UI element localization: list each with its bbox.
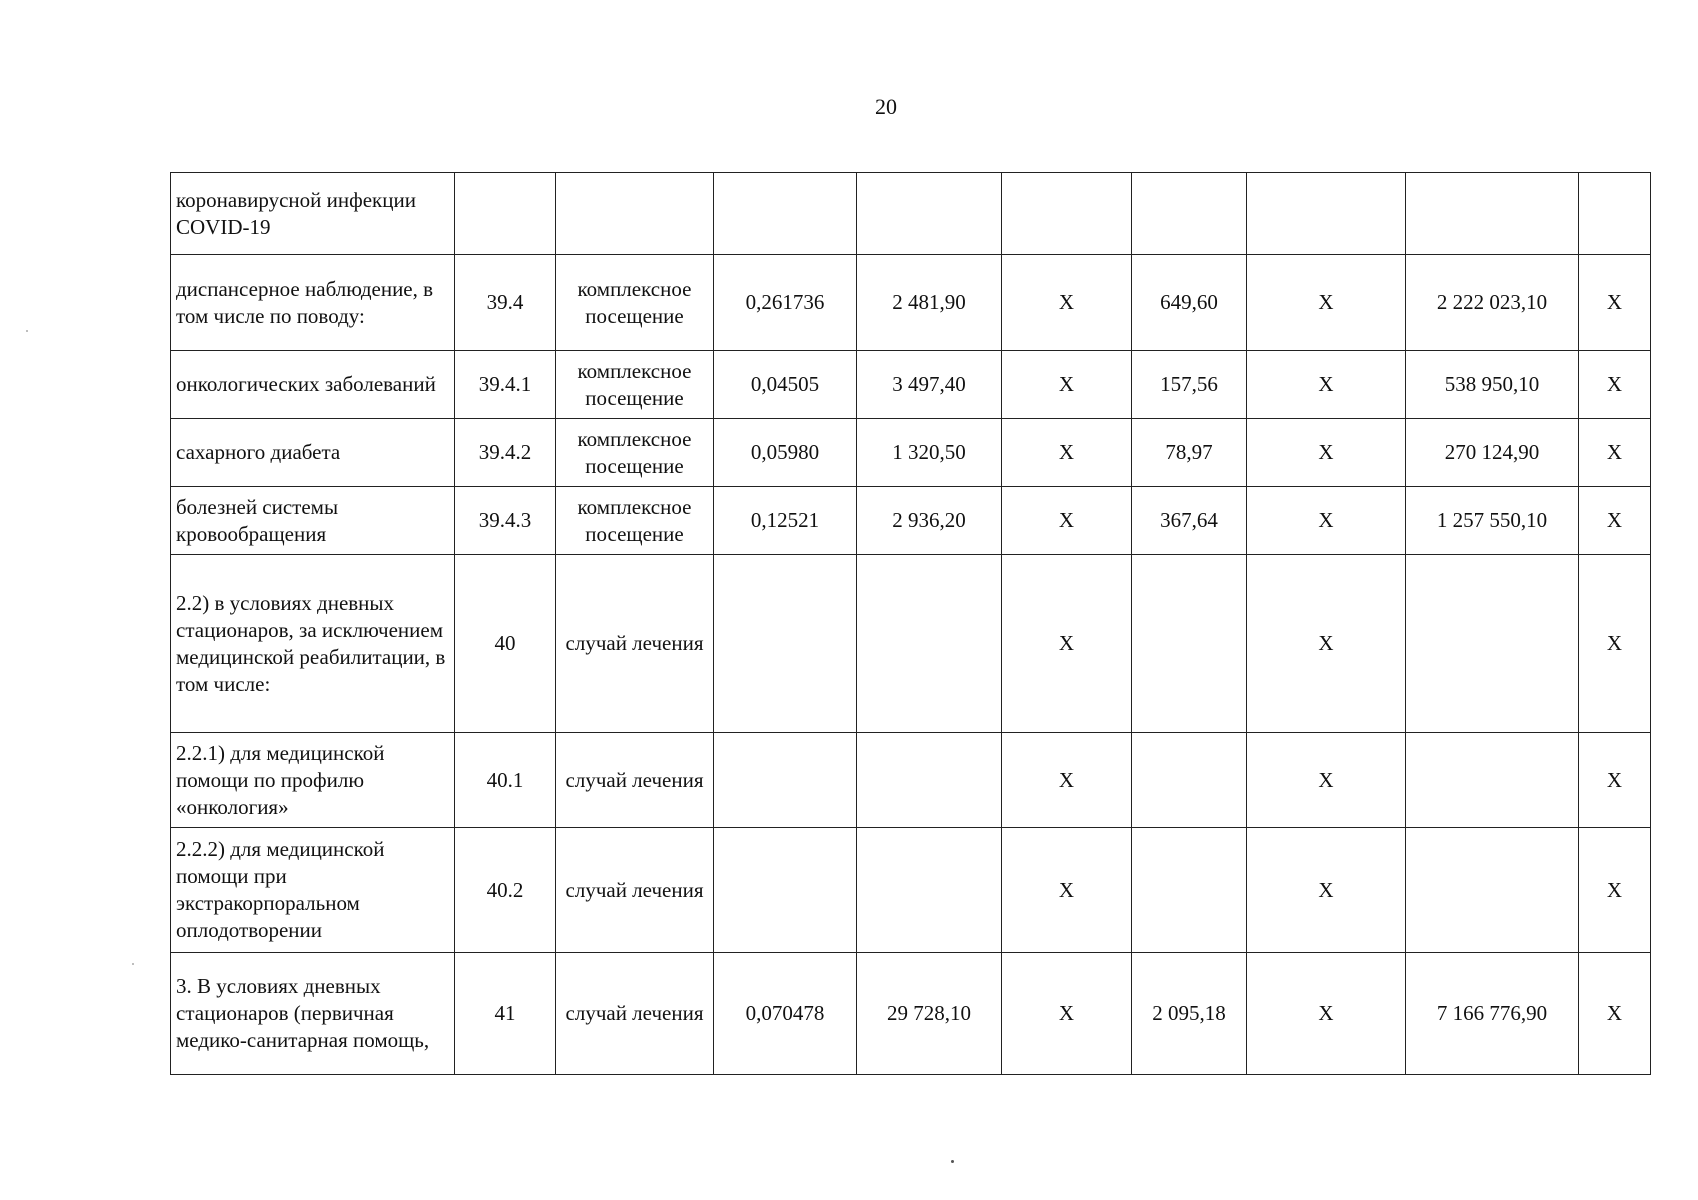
row-name-cell: сахарного диабета	[171, 419, 455, 487]
x-mark-cell: X	[1247, 255, 1406, 351]
page-number: 20	[875, 94, 897, 119]
table-row	[171, 733, 1651, 828]
x-mark-cell: X	[1579, 828, 1651, 953]
total-cost-cell: 2 222 023,10	[1406, 255, 1579, 351]
norm-cost-cell: 2 936,20	[857, 487, 1002, 555]
norm-volume-cell: 0,04505	[714, 351, 857, 419]
row-code-cell: 39.4.2	[455, 419, 556, 487]
row-code-cell: 40.1	[455, 733, 556, 828]
norm-volume-cell	[714, 555, 857, 733]
row-unit-cell: комплексное посещение	[556, 487, 714, 555]
funding-norms-table	[170, 172, 1651, 1075]
norm-cost-cell: 2 481,90	[857, 255, 1002, 351]
x-mark-cell: X	[1247, 555, 1406, 733]
row-unit-cell: случай лечения	[556, 828, 714, 953]
row-code-cell	[455, 173, 556, 255]
norm-cost-cell	[857, 555, 1002, 733]
row-code-cell: 39.4	[455, 255, 556, 351]
per-capita-cell: 157,56	[1132, 351, 1247, 419]
scan-speck	[132, 963, 134, 965]
table-row	[171, 828, 1651, 953]
row-name-cell: 2.2.1) для медицинской помощи по профилю «онкология»	[171, 733, 455, 828]
row-code-cell: 40.2	[455, 828, 556, 953]
scan-speck	[26, 330, 28, 332]
table-body	[171, 173, 1651, 1075]
x-mark-cell: X	[1247, 828, 1406, 953]
row-name-cell: 3. В условиях дневных стационаров (первичная медико-санитарная помощь,	[171, 953, 455, 1075]
row-unit-cell	[556, 173, 714, 255]
row-unit-cell: комплексное посещение	[556, 351, 714, 419]
x-mark-cell: X	[1579, 351, 1651, 419]
row-name-cell: 2.2.2) для медицинской помощи при экстракорпоральном оплодотворении	[171, 828, 455, 953]
table-row	[171, 555, 1651, 733]
norm-cost-cell: 29 728,10	[857, 953, 1002, 1075]
total-cost-cell	[1406, 555, 1579, 733]
x-mark-cell: X	[1002, 953, 1132, 1075]
row-unit-cell: случай лечения	[556, 555, 714, 733]
norm-cost-cell	[857, 733, 1002, 828]
norm-cost-cell: 3 497,40	[857, 351, 1002, 419]
x-mark-cell: X	[1579, 733, 1651, 828]
total-cost-cell: 7 166 776,90	[1406, 953, 1579, 1075]
x-mark-cell: X	[1579, 419, 1651, 487]
per-capita-cell	[1132, 173, 1247, 255]
per-capita-cell: 2 095,18	[1132, 953, 1247, 1075]
table-row	[171, 351, 1651, 419]
norm-cost-cell: 1 320,50	[857, 419, 1002, 487]
total-cost-cell	[1406, 828, 1579, 953]
norm-cost-cell	[857, 828, 1002, 953]
norm-volume-cell	[714, 733, 857, 828]
norm-volume-cell: 0,05980	[714, 419, 857, 487]
row-code-cell: 41	[455, 953, 556, 1075]
table-row	[171, 487, 1651, 555]
x-mark-cell: X	[1579, 953, 1651, 1075]
x-mark-cell: X	[1247, 953, 1406, 1075]
x-mark-cell	[1579, 173, 1651, 255]
norm-volume-cell: 0,070478	[714, 953, 857, 1075]
row-name-cell: коронавирусной инфекции COVID-19	[171, 173, 455, 255]
row-code-cell: 39.4.3	[455, 487, 556, 555]
table-row	[171, 173, 1651, 255]
row-name-cell: болезней системы кровообращения	[171, 487, 455, 555]
scan-speck	[951, 1160, 954, 1163]
total-cost-cell: 538 950,10	[1406, 351, 1579, 419]
x-mark-cell: X	[1002, 255, 1132, 351]
x-mark-cell: X	[1247, 351, 1406, 419]
x-mark-cell: X	[1002, 555, 1132, 733]
norm-volume-cell: 0,261736	[714, 255, 857, 351]
x-mark-cell: X	[1002, 733, 1132, 828]
x-mark-cell: X	[1247, 733, 1406, 828]
total-cost-cell: 270 124,90	[1406, 419, 1579, 487]
per-capita-cell: 649,60	[1132, 255, 1247, 351]
row-code-cell: 40	[455, 555, 556, 733]
x-mark-cell: X	[1002, 487, 1132, 555]
total-cost-cell: 1 257 550,10	[1406, 487, 1579, 555]
x-mark-cell: X	[1002, 351, 1132, 419]
x-mark-cell: X	[1579, 255, 1651, 351]
row-code-cell: 39.4.1	[455, 351, 556, 419]
row-name-cell: 2.2) в условиях дневных стационаров, за исключением медицинской реабилитации, в том числе:	[171, 555, 455, 733]
row-name-cell: диспансерное наблюдение, в том числе по поводу:	[171, 255, 455, 351]
per-capita-cell: 367,64	[1132, 487, 1247, 555]
norm-volume-cell	[714, 828, 857, 953]
table-row	[171, 953, 1651, 1075]
x-mark-cell	[1247, 173, 1406, 255]
per-capita-cell	[1132, 828, 1247, 953]
row-unit-cell: случай лечения	[556, 733, 714, 828]
per-capita-cell	[1132, 555, 1247, 733]
per-capita-cell: 78,97	[1132, 419, 1247, 487]
x-mark-cell: X	[1247, 487, 1406, 555]
norm-cost-cell	[857, 173, 1002, 255]
x-mark-cell: X	[1579, 487, 1651, 555]
norm-volume-cell	[714, 173, 857, 255]
x-mark-cell	[1002, 173, 1132, 255]
x-mark-cell: X	[1579, 555, 1651, 733]
row-name-cell: онкологических заболеваний	[171, 351, 455, 419]
table-row	[171, 255, 1651, 351]
total-cost-cell	[1406, 173, 1579, 255]
x-mark-cell: X	[1002, 828, 1132, 953]
x-mark-cell: X	[1002, 419, 1132, 487]
norm-volume-cell: 0,12521	[714, 487, 857, 555]
x-mark-cell: X	[1247, 419, 1406, 487]
table-row	[171, 419, 1651, 487]
total-cost-cell	[1406, 733, 1579, 828]
row-unit-cell: комплексное посещение	[556, 419, 714, 487]
per-capita-cell	[1132, 733, 1247, 828]
row-unit-cell: случай лечения	[556, 953, 714, 1075]
row-unit-cell: комплексное посещение	[556, 255, 714, 351]
